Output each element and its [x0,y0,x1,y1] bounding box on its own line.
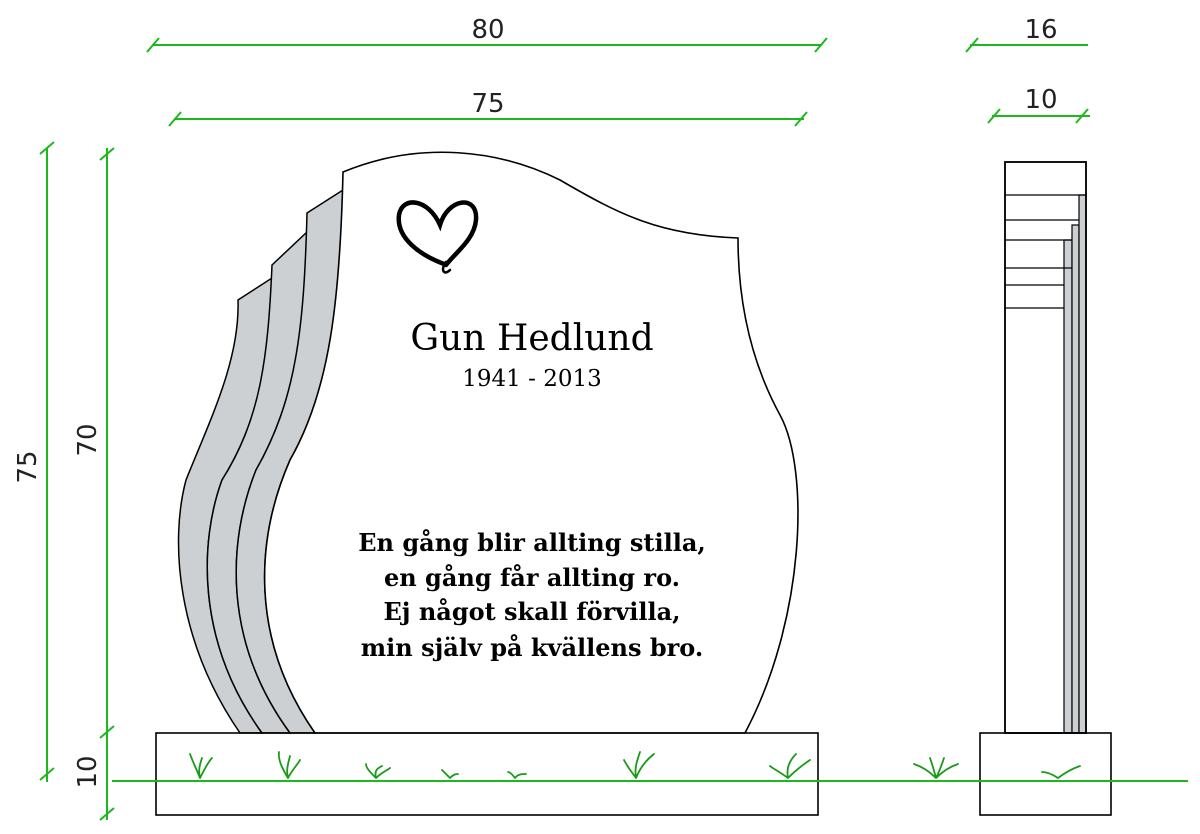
side-layer-back [1064,240,1072,733]
side-layer-front [1079,195,1086,733]
front-view [156,152,818,815]
deceased-name: Gun Hedlund [410,318,654,359]
dim-overall-width: 80 [471,15,505,45]
dim-face-width: 75 [471,89,505,119]
side-layer-middle [1072,225,1079,733]
epitaph-line-1: En gång blir allting stilla, [358,528,706,557]
front-base [156,733,818,815]
side-view [980,162,1111,815]
dim-side-total-depth: 16 [1024,15,1058,45]
side-base [980,733,1111,815]
life-years: 1941 - 2013 [462,366,602,392]
epitaph-line-4: min själv på kvällens bro. [360,633,704,662]
dim-total-height: 75 [13,450,43,484]
plant-sketches [190,752,1080,778]
epitaph-line-3: Ej något skall förvilla, [383,597,681,626]
dim-base-height: 10 [73,755,103,789]
dim-side-stone-depth: 10 [1024,85,1058,115]
epitaph-line-2: en gång får allting ro. [383,563,681,592]
dim-stone-height: 70 [73,423,103,457]
